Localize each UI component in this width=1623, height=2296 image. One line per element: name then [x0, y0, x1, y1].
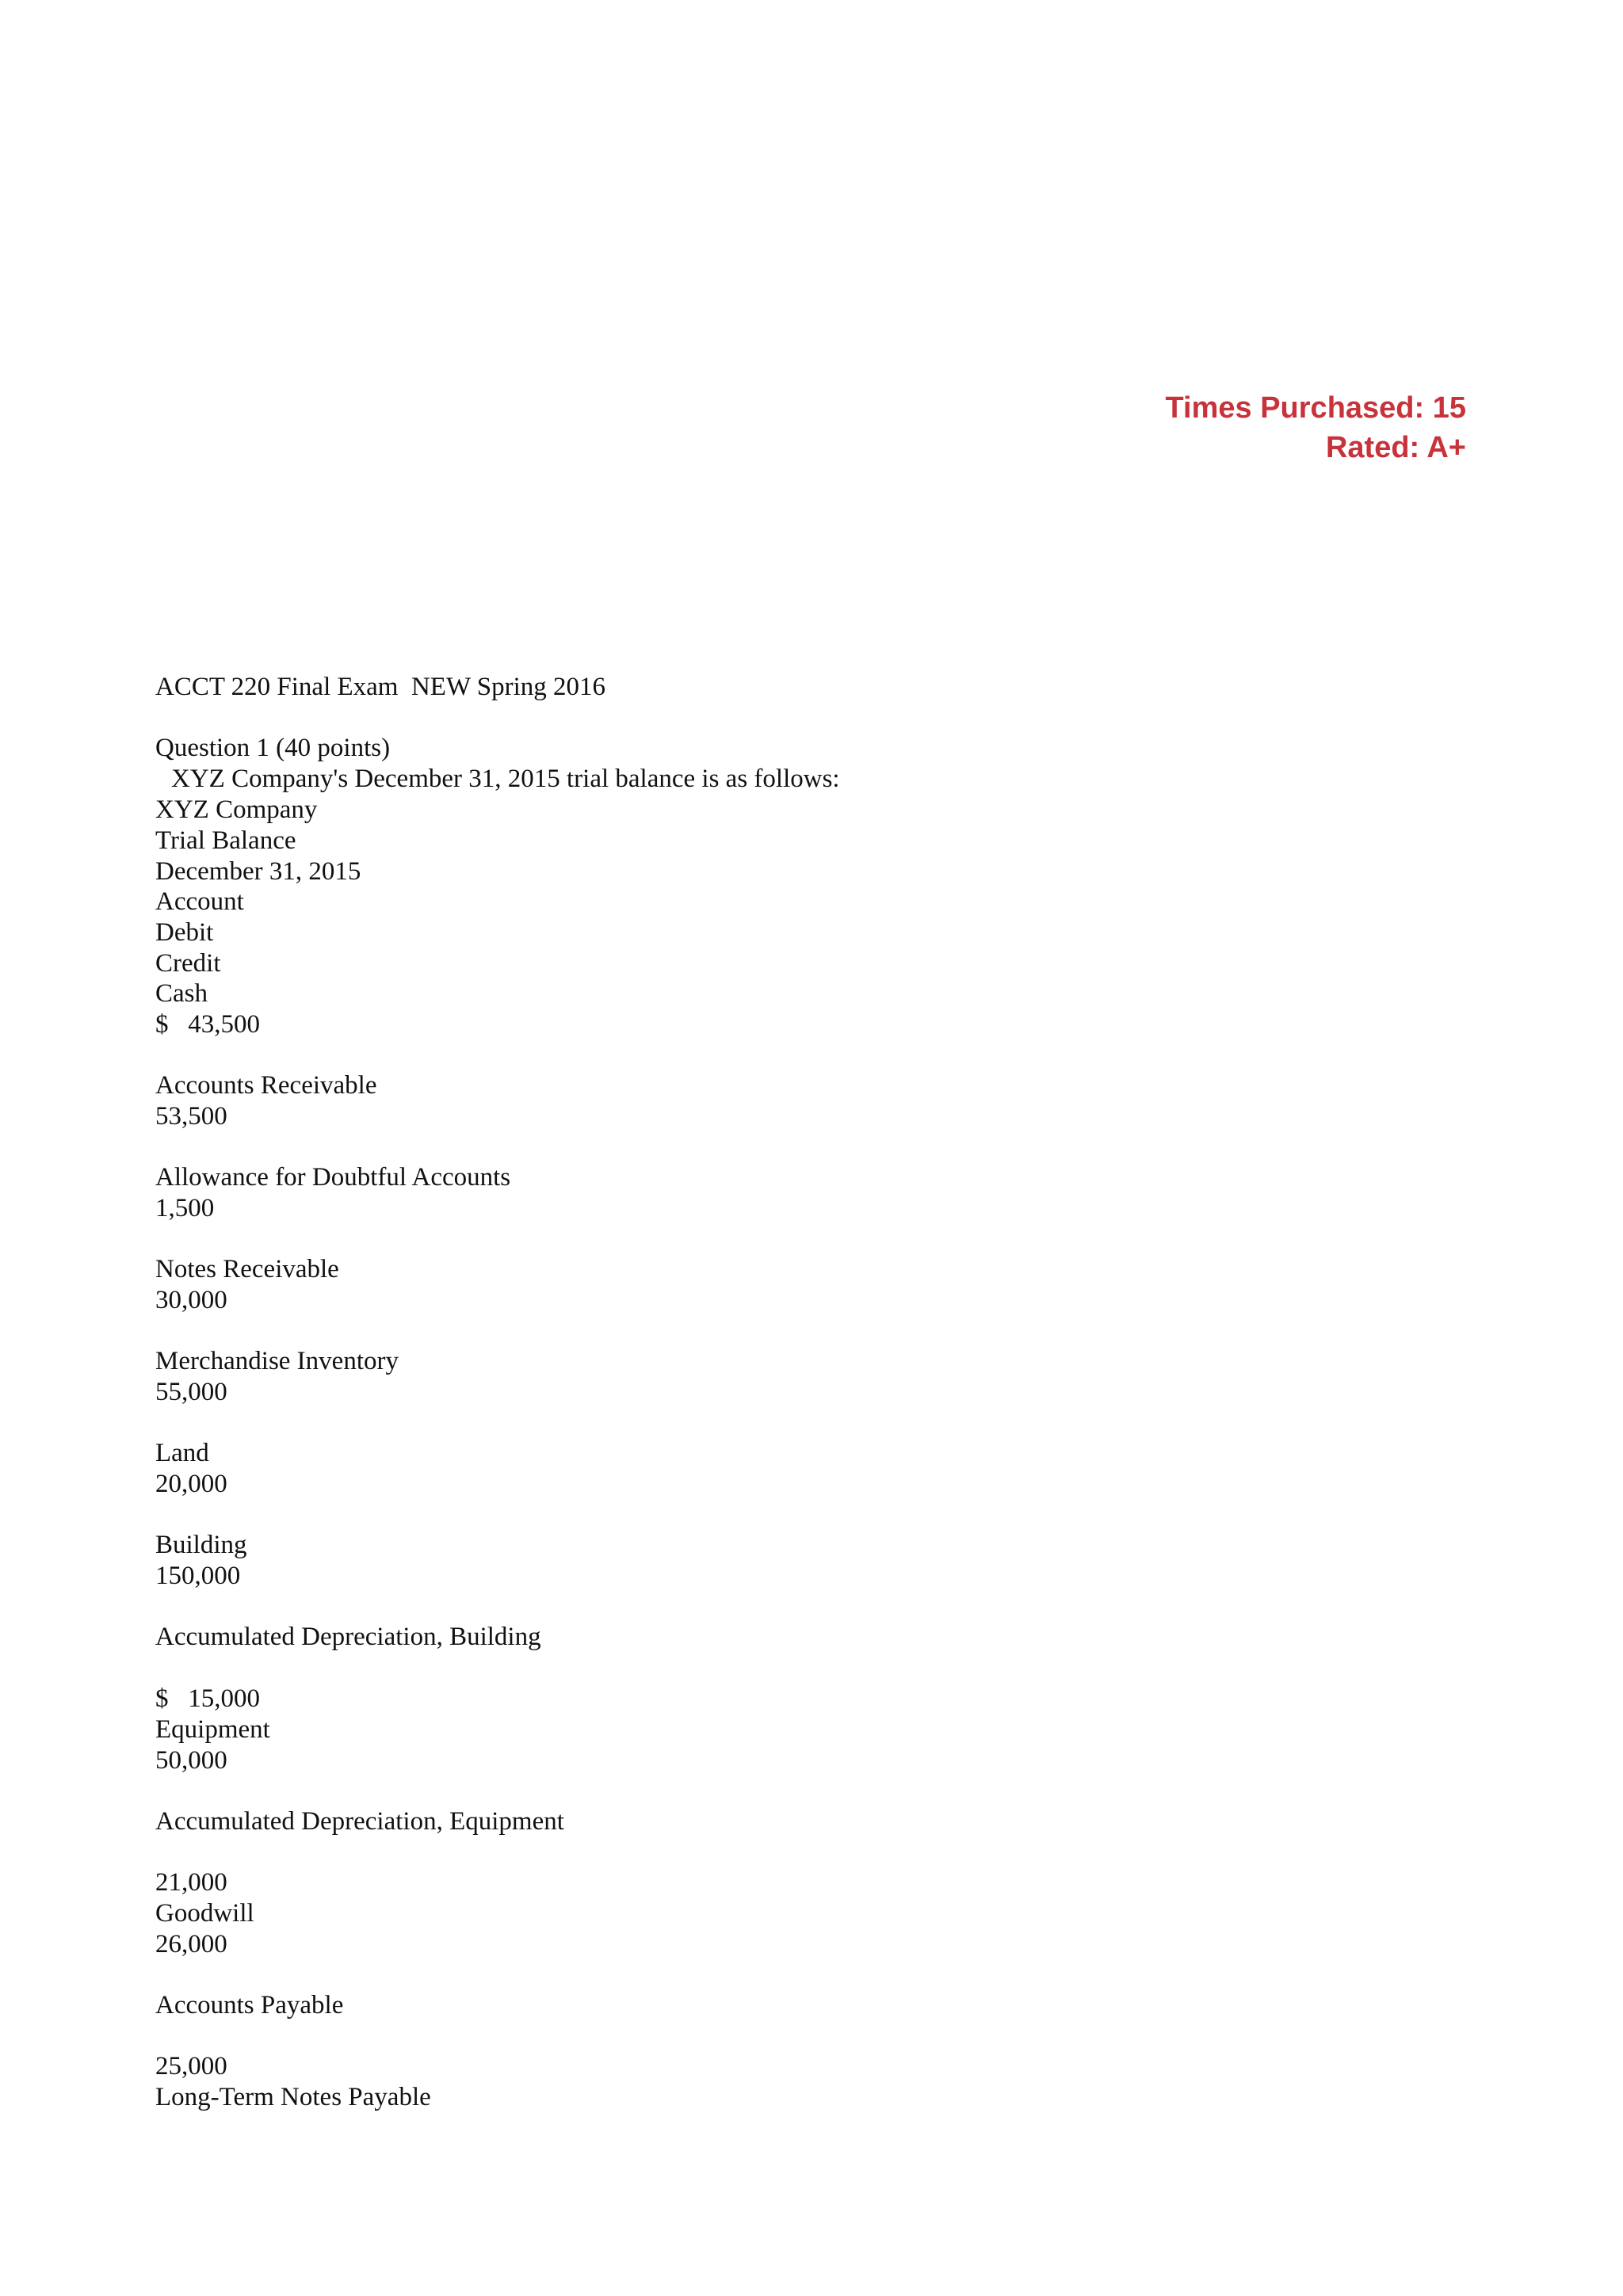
account-amount: 150,000: [155, 1562, 241, 1590]
question-heading: Question 1 (40 points): [155, 734, 391, 762]
account-amount: $ 15,000: [155, 1684, 260, 1713]
account-amount: 53,500: [155, 1102, 227, 1131]
question-intro: XYZ Company's December 31, 2015 trial balance is as follows:: [171, 765, 840, 793]
account-amount: 55,000: [155, 1378, 227, 1406]
account-name: Cash: [155, 979, 208, 1008]
account-amount: 21,000: [155, 1868, 227, 1897]
column-header-account: Account: [155, 887, 244, 916]
account-amount: 50,000: [155, 1746, 227, 1775]
column-header-debit: Debit: [155, 918, 214, 947]
account-amount: $ 43,500: [155, 1010, 260, 1039]
account-name: Long-Term Notes Payable: [155, 2083, 431, 2111]
account-amount: 30,000: [155, 1286, 227, 1314]
account-name: Notes Receivable: [155, 1255, 339, 1283]
account-name: Accounts Receivable: [155, 1071, 377, 1100]
times-purchased-label: Times Purchased: 15: [1165, 391, 1466, 425]
account-name: Allowance for Doubtful Accounts: [155, 1163, 511, 1192]
account-amount: 26,000: [155, 1930, 227, 1958]
account-name: Equipment: [155, 1715, 270, 1744]
company-name: XYZ Company: [155, 795, 318, 824]
account-name: Merchandise Inventory: [155, 1347, 399, 1375]
report-name: Trial Balance: [155, 826, 296, 855]
account-amount: 20,000: [155, 1470, 227, 1498]
account-amount: 1,500: [155, 1194, 215, 1222]
rating-label: Rated: A+: [1325, 431, 1466, 464]
report-date: December 31, 2015: [155, 857, 361, 886]
account-amount: 25,000: [155, 2052, 227, 2081]
account-name: Accumulated Depreciation, Building: [155, 1623, 541, 1651]
account-name: Land: [155, 1439, 209, 1467]
account-name: Accounts Payable: [155, 1991, 344, 2019]
account-name: Goodwill: [155, 1899, 254, 1928]
document-title: ACCT 220 Final Exam NEW Spring 2016: [155, 673, 606, 701]
column-header-credit: Credit: [155, 949, 221, 978]
account-name: Accumulated Depreciation, Equipment: [155, 1807, 564, 1836]
account-name: Building: [155, 1531, 247, 1559]
